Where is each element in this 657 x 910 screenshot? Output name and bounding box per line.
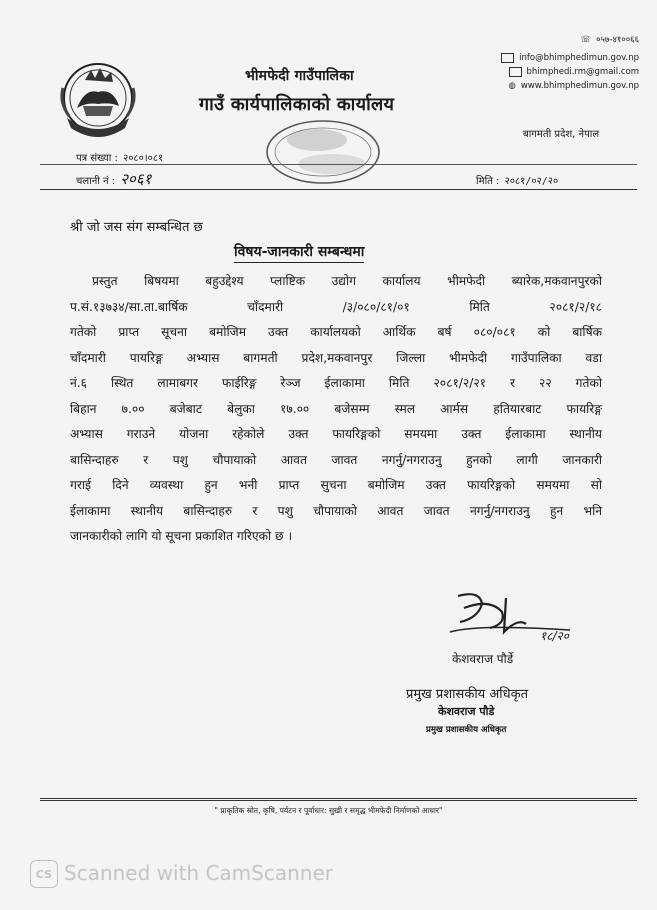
signatory-title: प्रमुख प्रशासकीय अधिकृत xyxy=(406,687,529,702)
globe-icon: ◍ xyxy=(508,81,516,91)
body-line: बासिन्दाहरु र पशु चौपायाको आवत जावत नगर्नु/नगराउनु हुनको लागी जानकारी xyxy=(70,452,602,467)
email-1: info@bhimphedimun.gov.np xyxy=(519,53,639,63)
patra-label: पत्र संख्या : xyxy=(76,153,118,164)
office-stamp-icon xyxy=(262,116,384,186)
email-line-2 xyxy=(509,67,639,77)
website: www.bhimphedimun.gov.np xyxy=(520,81,639,91)
signatory-name-handwritten: केशवराज पौर्डे xyxy=(452,652,514,666)
email-2: bhimphedi.rm@gmail.com xyxy=(526,67,639,77)
footer-divider xyxy=(40,798,637,801)
letter-date xyxy=(476,169,558,188)
nepal-emblem-icon xyxy=(55,58,141,142)
camscanner-logo-icon: CS xyxy=(30,860,58,888)
stamp-title: प्रमुख प्रशासकीय अधिकृत xyxy=(426,725,507,735)
body-line: अभ्यास गराउने योजना रहेकोले उक्त फायरिङ्गको समयमा उक्त ईलाकामा स्थानीय xyxy=(70,427,602,441)
body-line: गराई दिने व्यवस्था हुन भनी प्राप्त सुचना बमोजिम उक्त फायरिङ्गको समयमा सो xyxy=(70,478,602,492)
signature-icon xyxy=(420,588,610,678)
patra-sankhya xyxy=(76,146,163,165)
date-value: २०८१/०२/२० xyxy=(504,176,559,187)
website-line xyxy=(508,81,639,91)
divider xyxy=(40,164,637,165)
office-subtitle: गाउँ कार्यपालिकाको कार्यालय xyxy=(199,94,395,115)
recipient: श्री जो जस संग सम्बन्धित छ xyxy=(70,220,203,235)
letter-body xyxy=(70,269,602,550)
mail-icon xyxy=(501,53,514,63)
body-line: जानकारीको लागि यो सूचना प्रकाशित गरिएको छ । xyxy=(70,529,293,543)
body-line: प.सं.१३७३४/सा.ता.बार्षिक चाँदमारी /३/०८०/८१/०१ मिति २०८१/२/१८ xyxy=(70,299,602,314)
office-name: भीमफेदी गाउँपालिका xyxy=(245,68,354,84)
body-line: चाँदमारी पायरिङ्ग अभ्यास बागमती प्रदेश,मकवानपुर जिल्ला भीमफेदी गाउँपालिका वडा xyxy=(70,350,602,365)
chalani-value: २०६१ xyxy=(120,170,152,188)
signature-date: १८/२० xyxy=(540,629,570,643)
phone-icon: ☏ xyxy=(580,34,592,45)
date-label: मिति : xyxy=(476,176,500,187)
divider xyxy=(40,189,637,190)
body-line: गतेको प्राप्त सूचना बमोजिम उक्त कार्यालयको आर्थिक बर्ष ०८०/०८१ को बार्षिक xyxy=(70,325,602,339)
body-line: प्रस्तुत बिषयमा बहुउद्देश्य प्लाष्टिक उद्योग कार्यालय भीमफेदी ब्यारेक,मकवानपुरको xyxy=(92,274,602,288)
province: बागमती प्रदेश, नेपाल xyxy=(523,129,600,140)
phone-line xyxy=(581,34,640,45)
phone-number: ०५७-४१००६६ xyxy=(596,35,639,45)
mail-icon xyxy=(509,67,522,77)
patra-value: २०८०।०८१ xyxy=(123,153,164,164)
subject-line: विषय-जानकारी सम्बन्धमा xyxy=(234,242,364,263)
body-line: नं.६ स्थित लामाबगर फाईरिङ्ग रेञ्ज ईलाकामा मिति २०८१/२/२१ र २२ गतेको xyxy=(70,376,602,390)
email-line-1 xyxy=(501,53,639,63)
body-line: ईलाकामा स्थानीय बासिन्दाहरु र पशु चौपायाको आवत जावत नगर्नु/नगराउनु हुन भनि xyxy=(70,503,602,518)
chalani-label: चलानी नं : xyxy=(76,176,116,187)
chalani-number xyxy=(76,169,151,189)
stamp-name: केशवराज पौडे xyxy=(438,705,495,718)
footer-slogan: " प्राकृतिक स्रोत, कृषि, पर्यटन र पूर्वाधार: सुखी र समृद्ध भीमफेदी निर्माणको आधार" xyxy=(214,806,443,815)
camscanner-watermark: Scanned with CamScanner xyxy=(64,861,333,885)
body-line: बिहान ७.०० बजेबाट बेलुका १७.०० बजेसम्म स्मल आर्मस हतियारबाट फायरिङ्ग xyxy=(70,401,602,416)
